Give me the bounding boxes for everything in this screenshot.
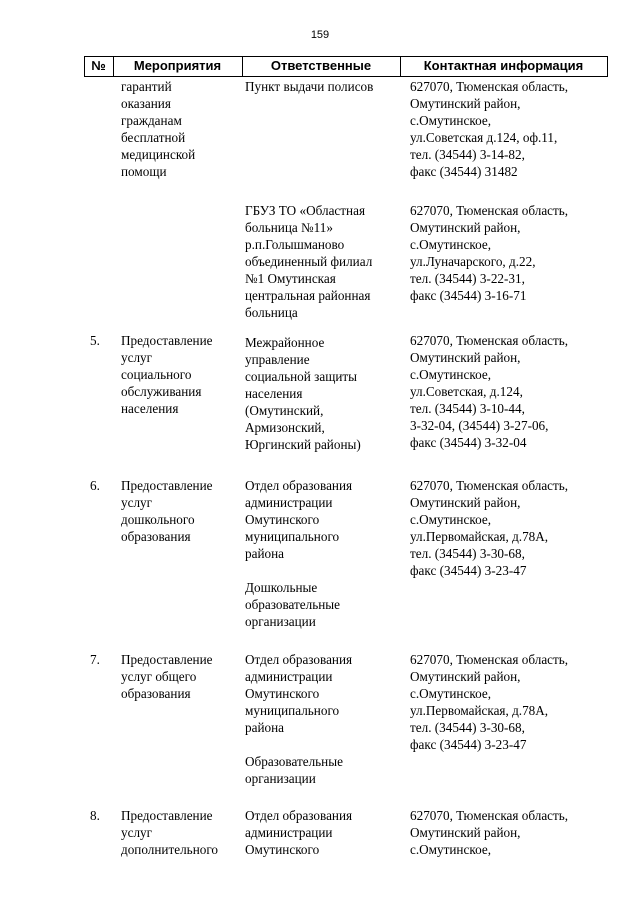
page-number: 159	[310, 29, 330, 41]
row-number: 7.	[90, 652, 100, 667]
event-cell: Предоставление услуг дошкольного образования	[121, 478, 213, 544]
header-bottom-rule	[84, 76, 608, 77]
contact-cell: 627070, Тюменская область, Омутинский район, с.Омутинское, ул.Луначарского, д.22, тел. (34544) 3-22-31, факс (34544) 3-16-71	[410, 203, 569, 303]
row-number: 6.	[90, 478, 100, 493]
responsible-cell: Отдел образования администрации Омутинского	[245, 808, 353, 857]
responsible-cell: Межрайонное управление социальной защиты населения (Омутинский, Армизонский, Юргинский районы)	[245, 335, 361, 452]
header-num: №	[91, 58, 106, 73]
header-divider	[607, 56, 608, 76]
responsible-cell: Пункт выдачи полисов	[245, 79, 374, 94]
responsible-cell: Отдел образования администрации Омутинского муниципального района Дошкольные образовательные организации	[245, 478, 353, 629]
contact-cell: 627070, Тюменская область, Омутинский район, с.Омутинское, ул.Первомайская, д.78А, тел. (34544) 3-30-68, факс (34544) 3-23-47	[410, 652, 569, 752]
contact-cell: 627070, Тюменская область, Омутинский район, с.Омутинское, ул.Первомайская, д.78А, тел. (34544) 3-30-68, факс (34544) 3-23-47	[410, 478, 569, 578]
header-events: Мероприятия	[133, 58, 222, 73]
row-number: 5.	[90, 333, 100, 348]
event-cell: гарантий оказания гражданам бесплатной медицинской помощи	[121, 79, 196, 179]
contact-cell: 627070, Тюменская область, Омутинский район, с.Омутинское,	[410, 808, 569, 857]
event-cell: Предоставление услуг социального обслуживания населения	[121, 333, 213, 416]
table-header	[84, 56, 608, 76]
row-number: 8.	[90, 808, 100, 823]
contact-cell: 627070, Тюменская область, Омутинский район, с.Омутинское, ул.Советская д.124, оф.11, тел. (34544) 3-14-82, факс (34544) 31482	[410, 79, 569, 179]
header-contact: Контактная информация	[423, 58, 584, 73]
event-cell: Предоставление услуг дополнительного	[121, 808, 219, 857]
responsible-cell: ГБУЗ ТО «Областная больница №11» р.п.Голышманово объединенный филиал №1 Омутинская центральная районная больница	[245, 203, 373, 320]
header-top-rule	[84, 56, 608, 57]
event-cell: Предоставление услуг общего образования	[121, 652, 213, 701]
contact-cell: 627070, Тюменская область, Омутинский район, с.Омутинское, ул.Советская, д.124, тел. (34544) 3-10-44, 3-32-04, (34544) 3-27-06, факс (34544) 3-32-04	[410, 333, 569, 450]
responsible-cell: Отдел образования администрации Омутинского муниципального района Образовательные организации	[245, 652, 353, 786]
header-responsible: Ответственные	[270, 58, 372, 73]
